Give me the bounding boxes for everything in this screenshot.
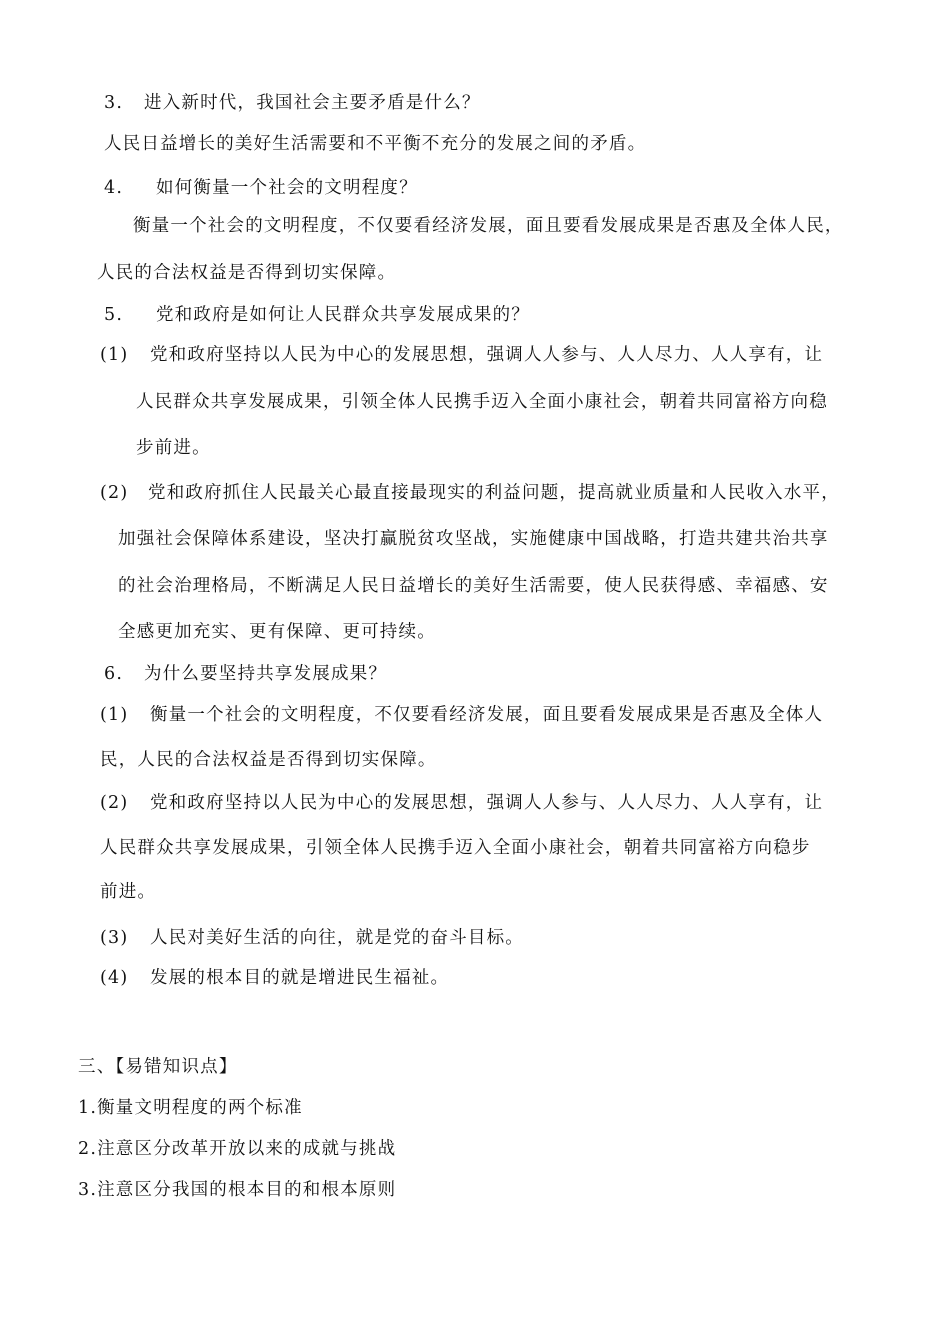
q6-point-2-line-2: 人民群众共享发展成果，引领全体人民携手迈入全面小康社会，朝着共同富裕方向稳步 <box>100 838 811 858</box>
q6-point-2-number: (2) <box>100 793 129 813</box>
q5-number: 5. <box>104 305 124 325</box>
q3-number: 3. <box>104 93 124 113</box>
q6-number: 6. <box>104 664 124 684</box>
q6-point-1-line-2: 民，人民的合法权益是否得到切实保障。 <box>100 750 437 770</box>
q3-question-text: 进入新时代，我国社会主要矛盾是什么？ <box>144 93 481 113</box>
q4-question <box>104 176 418 200</box>
q6-point-1-line-1 <box>100 703 823 727</box>
q3-answer: 人民日益增长的美好生活需要和不平衡不充分的发展之间的矛盾。 <box>104 134 647 154</box>
q6-point-1-number: (1) <box>100 705 129 725</box>
q6-point-2-text: 党和政府坚持以人民为中心的发展思想，强调人人参与、人人尽力、人人享有，让 <box>150 793 824 813</box>
q6-question <box>104 662 387 686</box>
q6-point-2-line-3: 前进。 <box>100 882 157 902</box>
q6-question-text: 为什么要坚持共享发展成果？ <box>144 664 388 684</box>
q5-point-1-line-3: 步前进。 <box>136 438 211 458</box>
q5-point-2-line-4: 全感更加充实、更有保障、更可持续。 <box>118 622 436 642</box>
q3-question <box>104 91 481 115</box>
q5-question-text: 党和政府是如何让人民群众共享发展成果的？ <box>156 305 530 325</box>
q6-point-4-text: 发展的根本目的就是增进民生福祉。 <box>150 968 450 988</box>
q5-point-2-line-3: 的社会治理格局，不断满足人民日益增长的美好生活需要，使人民获得感、幸福感、安 <box>118 576 829 596</box>
section-3-item-3: 3.注意区分我国的根本目的和根本原则 <box>78 1180 397 1200</box>
q5-point-2-line-1 <box>100 481 840 505</box>
section-3-item-1: 1.衡量文明程度的两个标准 <box>78 1098 303 1118</box>
q6-point-3-number: (3) <box>100 928 129 948</box>
q5-point-1-line-2: 人民群众共享发展成果，引领全体人民携手迈入全面小康社会，朝着共同富裕方向稳 <box>136 392 828 412</box>
section-3-item-2: 2.注意区分改革开放以来的成就与挑战 <box>78 1139 397 1159</box>
q6-point-3 <box>100 926 524 950</box>
q4-answer-line-2: 人民的合法权益是否得到切实保障。 <box>97 263 397 283</box>
q5-point-1-line-1 <box>100 343 823 367</box>
q6-point-4-number: (4) <box>100 968 129 988</box>
section-3-heading: 三、【易错知识点】 <box>78 1057 238 1077</box>
q5-point-1-number: (1) <box>100 345 129 365</box>
q5-point-2-text: 党和政府抓住人民最关心最直接最现实的利益问题，提高就业质量和人民收入水平， <box>148 483 840 503</box>
q5-question <box>104 303 530 327</box>
q4-answer-line-1: 衡量一个社会的文明程度，不仅要看经济发展，面且要看发展成果是否惠及全体人民， <box>133 216 844 236</box>
q4-number: 4. <box>104 178 124 198</box>
q5-point-2-line-2: 加强社会保障体系建设，坚决打赢脱贫攻坚战，实施健康中国战略，打造共建共治共享 <box>118 529 829 549</box>
q6-point-2-line-1 <box>100 791 823 815</box>
q5-point-1-text: 党和政府坚持以人民为中心的发展思想，强调人人参与、人人尽力、人人享有，让 <box>150 345 824 365</box>
q5-point-2-number: (2) <box>100 483 129 503</box>
q6-point-3-text: 人民对美好生活的向往，就是党的奋斗目标。 <box>150 928 524 948</box>
q4-question-text: 如何衡量一个社会的文明程度？ <box>156 178 418 198</box>
q6-point-4 <box>100 966 449 990</box>
q6-point-1-text: 衡量一个社会的文明程度，不仅要看经济发展，面且要看发展成果是否惠及全体人 <box>150 705 824 725</box>
